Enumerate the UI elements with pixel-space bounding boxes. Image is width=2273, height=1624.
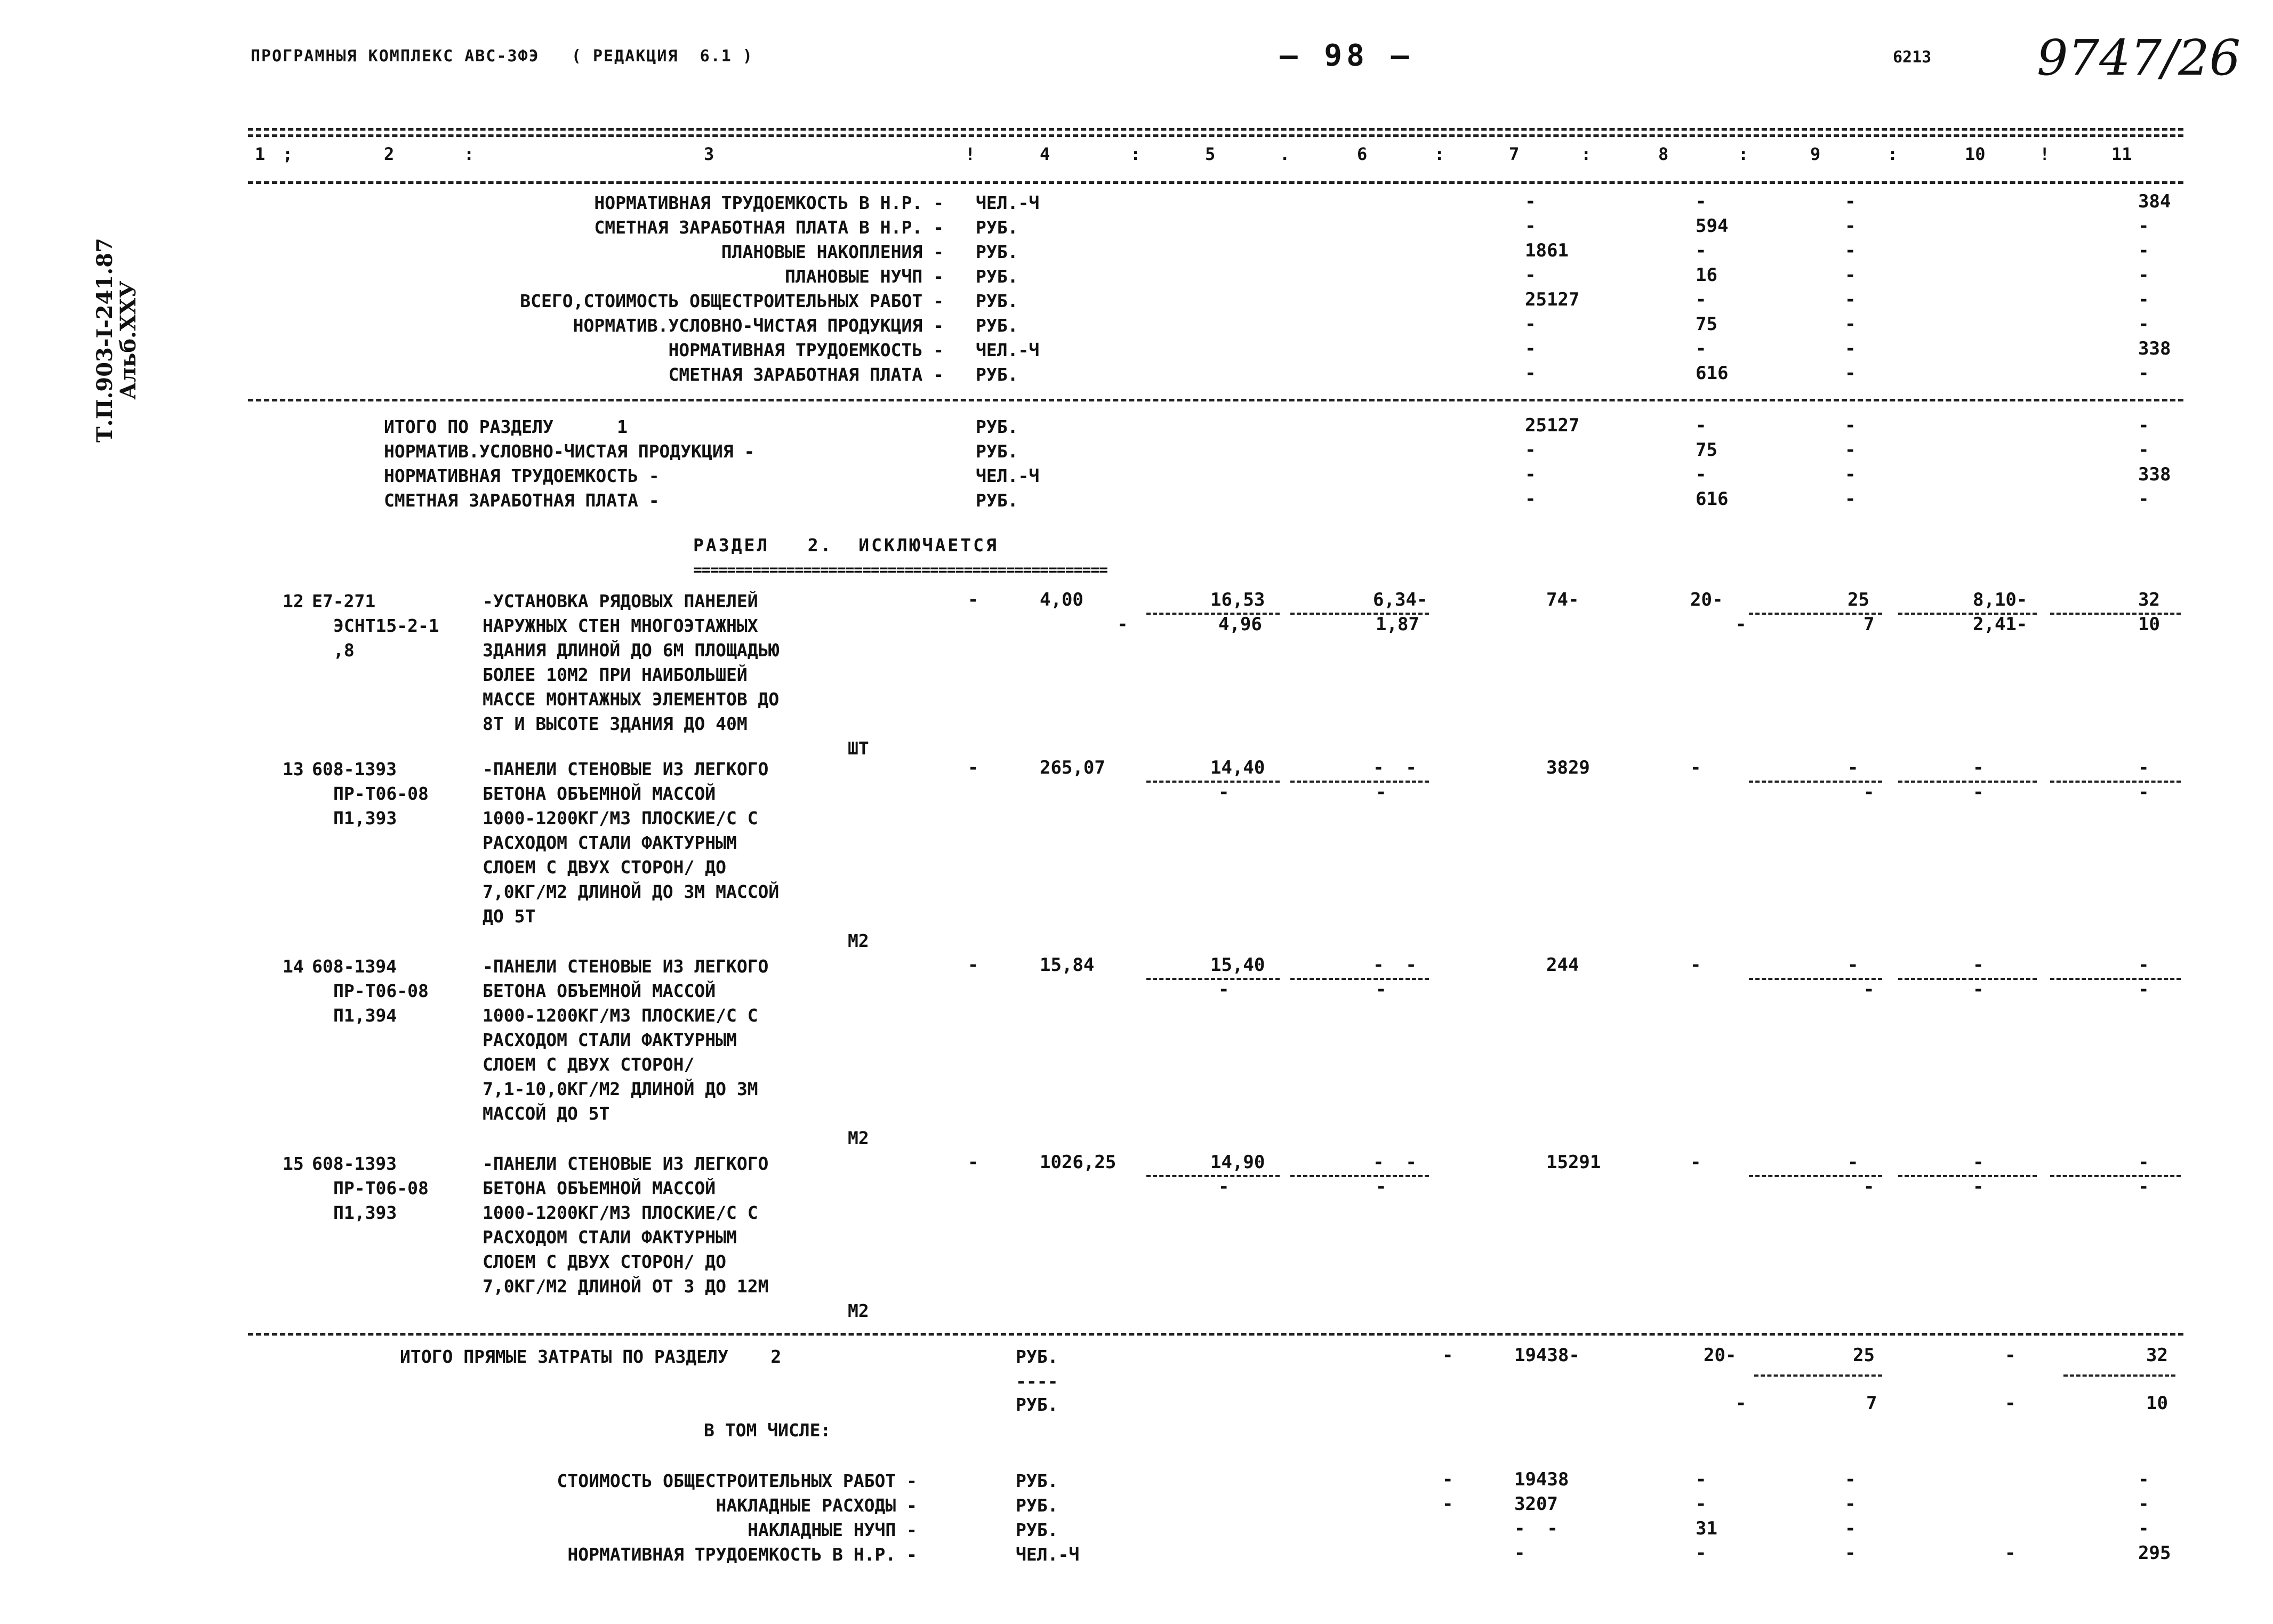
underline	[1146, 781, 1280, 783]
summary-label: СМЕТНАЯ ЗАРАБОТНАЯ ПЛАТА В Н.Р. -	[594, 217, 944, 238]
col-sep: :	[1581, 144, 1592, 164]
col-sep: :	[1888, 144, 1898, 164]
item-description: МАССОЙ ДО 5Т	[483, 1103, 610, 1124]
cell-col-10: -	[1973, 954, 1984, 976]
cell-col-9-b: 7	[1864, 614, 1875, 635]
item-code: 608-1394	[312, 956, 397, 977]
total-c6: -	[1442, 1345, 1453, 1366]
cell-col-8: -	[1696, 1542, 1707, 1564]
underline	[1749, 978, 1882, 980]
cell-col-10-b: -	[1973, 782, 1984, 803]
cell-col-7: -	[1525, 488, 1536, 510]
rule-cols	[248, 181, 2183, 184]
cell-col-9-b: -	[1864, 782, 1875, 803]
cell-col-9: -	[1845, 1518, 1856, 1539]
cell-col-7: 3207	[1514, 1493, 1558, 1515]
col-sep: :	[464, 144, 475, 164]
underline	[1898, 781, 2037, 783]
cell-col-9: -	[1845, 191, 1856, 212]
cell-col-10-b: -	[1973, 979, 1984, 1000]
cell-col-7: 1861	[1525, 240, 1569, 261]
underline	[2063, 1374, 2175, 1377]
col-sep: :	[1738, 144, 1749, 164]
cell-col-9: -	[1845, 289, 1856, 310]
cell-col-9: -	[1848, 757, 1859, 778]
cell-col-10-b: -	[1973, 1176, 1984, 1197]
cell-col-10: 8,10-	[1973, 589, 2028, 610]
total-c8: 20-	[1704, 1345, 1737, 1366]
cell-col-11: 338	[2138, 464, 2171, 485]
unit-cell: РУБ.	[976, 217, 1018, 238]
cell-col-11: -	[2138, 215, 2149, 237]
total-c11b: 10	[2146, 1393, 2168, 1414]
item-number: 15	[283, 1153, 304, 1174]
cell-col-8: 616	[1696, 363, 1729, 384]
cell-col-6: - -	[1373, 1152, 1417, 1173]
item-description: 7,1-10,0КГ/М2 ДЛИНОЙ ДО 3М	[483, 1079, 758, 1099]
summary-label: НОРМАТИВНАЯ ТРУДОЕМКОСТЬ -	[384, 465, 660, 486]
col-11: 11	[2111, 144, 2132, 164]
underline	[1754, 1374, 1882, 1377]
document-code: 6213	[1893, 48, 1932, 67]
cell-col-9-b: -	[1864, 1176, 1875, 1197]
col-sep: .	[1280, 144, 1290, 164]
cell-col-7: -	[1514, 1542, 1525, 1564]
total-c10b: -	[2005, 1393, 2016, 1414]
cell-col-8: 75	[1696, 313, 1717, 335]
cell-col-9: -	[1845, 464, 1856, 485]
cell-col-5: 15,40	[1210, 954, 1265, 976]
unit-cell: РУБ.	[976, 266, 1018, 287]
cell-col-7: -	[1525, 191, 1536, 212]
cell-col-4: 265,07	[1040, 757, 1105, 778]
cell-col-11: -	[2138, 439, 2149, 461]
underline	[1898, 1175, 2037, 1177]
item-code: Е7-271	[312, 591, 376, 612]
item-description: РАСХОДОМ СТАЛИ ФАКТУРНЫМ	[483, 1227, 737, 1248]
underline	[1749, 781, 1882, 783]
item-description: 7,0КГ/М2 ДЛИНОЙ ДО 3М МАССОЙ	[483, 881, 780, 902]
unit-cell: РУБ.	[976, 242, 1018, 262]
cell-col-9-b: -	[1864, 979, 1875, 1000]
item-description: БЕТОНА ОБЪЕМНОЙ МАССОЙ	[483, 1178, 716, 1199]
cell-col-8: 31	[1696, 1518, 1717, 1539]
cell-col-6: -	[1442, 1469, 1453, 1490]
item-description: -ПАНЕЛИ СТЕНОВЫЕ ИЗ ЛЕГКОГО	[483, 1153, 769, 1174]
cell-col-6: 6,34-	[1373, 589, 1428, 610]
item-code: П1,393	[333, 808, 397, 829]
underline	[1749, 613, 1882, 615]
cell-col-8: -	[1690, 954, 1701, 976]
cell-col-6-b: 1,87	[1376, 614, 1419, 635]
unit-cell: ЧЕЛ.-Ч	[1016, 1544, 1080, 1565]
cell-col-6-b: -	[1376, 782, 1387, 803]
item-code: ,8	[333, 640, 355, 661]
cell-col-8: 616	[1696, 488, 1729, 510]
cell-col-8: -	[1696, 191, 1707, 212]
summary-label: СТОИМОСТЬ ОБЩЕСТРОИТЕЛЬНЫХ РАБОТ -	[557, 1470, 917, 1491]
cell-col-11-b: -	[2138, 1176, 2149, 1197]
col-9: 9	[1810, 144, 1821, 164]
cell-col-7: -	[1525, 338, 1536, 359]
item-description: МАССЕ МОНТАЖНЫХ ЭЛЕМЕНТОВ ДО	[483, 689, 780, 710]
cell-col-7: -	[1525, 464, 1536, 485]
cell-col-8: 594	[1696, 215, 1729, 237]
cell-col-6-b: -	[1376, 979, 1387, 1000]
item-description: ДО 5Т	[483, 906, 536, 927]
item-number: 12	[283, 591, 304, 612]
item-description: ЗДАНИЯ ДЛИНОЙ ДО 6М ПЛОЩАДЬЮ	[483, 640, 780, 661]
item-unit: М2	[848, 1128, 869, 1148]
col-10: 10	[1965, 144, 1986, 164]
cell-col-9: -	[1845, 313, 1856, 335]
summary-label: НОРМАТИВНАЯ ТРУДОЕМКОСТЬ -	[668, 340, 944, 360]
cell-col-7: 244	[1546, 954, 1579, 976]
cell-col-5: 16,53	[1210, 589, 1265, 610]
rule-block1	[248, 399, 2183, 401]
item-code: П1,394	[333, 1005, 397, 1026]
cell-col-11: 338	[2138, 338, 2171, 359]
cell-col-9: -	[1845, 439, 1856, 461]
item-description: 1000-1200КГ/М3 ПЛОСКИЕ/С С	[483, 808, 758, 829]
cell-col-8: -	[1690, 1152, 1701, 1173]
cell-col-8: -	[1696, 338, 1707, 359]
cell-col-6: -	[1442, 1493, 1453, 1515]
cell-col-8: -	[1696, 415, 1707, 436]
side-label: Т.П.903-I-241.87 Альб.XXУ	[92, 238, 141, 443]
cell-col-9: -	[1848, 1152, 1859, 1173]
underline	[2050, 978, 2181, 980]
cell-col-9: -	[1845, 1542, 1856, 1564]
cell-col-4-dash: -	[968, 954, 979, 976]
col-2: 2	[384, 144, 395, 164]
cell-col-11: -	[2138, 757, 2149, 778]
unit-cell: РУБ.	[976, 441, 1018, 462]
cell-col-11-b: 10	[2138, 614, 2160, 635]
cell-col-5-b: -	[1218, 979, 1230, 1000]
item-description: РАСХОДОМ СТАЛИ ФАКТУРНЫМ	[483, 832, 737, 853]
cell-col-7: 74-	[1546, 589, 1579, 610]
cell-col-10: -	[1973, 1152, 1984, 1173]
cell-col-5-b: 4,96	[1218, 614, 1262, 635]
col-7: 7	[1509, 144, 1520, 164]
cell-col-9: -	[1845, 215, 1856, 237]
cell-col-11: -	[2138, 1518, 2149, 1539]
total-c10: -	[2005, 1345, 2016, 1366]
cell-col-7: -	[1525, 215, 1536, 237]
cell-col-4: 1026,25	[1040, 1152, 1117, 1173]
underline	[1290, 978, 1429, 980]
total-unit-2: РУБ.	[1016, 1394, 1058, 1415]
cell-col-7: 25127	[1525, 415, 1580, 436]
program-title: ПРОГРАМНЫЯ КОМПЛЕКС АВС-3ФЭ ( РЕДАКЦИЯ 6.1 )	[251, 47, 753, 66]
summary-label: ВСЕГО,СТОИМОСТЬ ОБЩЕСТРОИТЕЛЬНЫХ РАБОТ -	[520, 291, 944, 311]
cell-col-11: 295	[2138, 1542, 2171, 1564]
col-1: 1	[255, 144, 266, 164]
underline	[2050, 781, 2181, 783]
cell-col-9: -	[1845, 240, 1856, 261]
item-code: П1,393	[333, 1202, 397, 1223]
cell-col-11: -	[2138, 954, 2149, 976]
cell-col-4-dash: -	[968, 1152, 979, 1173]
total-c7: 19438-	[1514, 1345, 1580, 1366]
cell-col-7: 19438	[1514, 1469, 1569, 1490]
cell-col-11: -	[2138, 264, 2149, 286]
cell-col-10: -	[2005, 1542, 2016, 1564]
underline	[1290, 781, 1429, 783]
item-description: 7,0КГ/М2 ДЛИНОЙ ОТ 3 ДО 12М	[483, 1276, 769, 1297]
item-code: ПР-Т06-08	[333, 1178, 429, 1199]
col-6: 6	[1357, 144, 1368, 164]
item-description: -ПАНЕЛИ СТЕНОВЫЕ ИЗ ЛЕГКОГО	[483, 759, 769, 779]
col-8: 8	[1658, 144, 1669, 164]
rule-total	[248, 1333, 2183, 1336]
cell-col-11-b: -	[2138, 979, 2149, 1000]
cell-col-10-b: 2,41-	[1973, 614, 2028, 635]
summary-label: СМЕТНАЯ ЗАРАБОТНАЯ ПЛАТА -	[384, 490, 660, 511]
cell-col-6-b: -	[1376, 1176, 1387, 1197]
unit-cell: РУБ.	[1016, 1495, 1058, 1516]
item-code: ПР-Т06-08	[333, 980, 429, 1001]
cell-col-9: -	[1848, 954, 1859, 976]
including-label: В ТОМ ЧИСЛЕ:	[704, 1420, 831, 1441]
cell-col-7: 3829	[1546, 757, 1590, 778]
cell-col-4: 15,84	[1040, 954, 1095, 976]
cell-col-7: - -	[1514, 1518, 1558, 1539]
cell-col-9: -	[1845, 264, 1856, 286]
cell-col-11: -	[2138, 363, 2149, 384]
underline	[1146, 978, 1280, 980]
rule-top	[248, 128, 2183, 131]
unit-cell: ЧЕЛ.-Ч	[976, 340, 1040, 360]
cell-col-4-dash: -	[968, 757, 979, 778]
cell-col-7: -	[1525, 313, 1536, 335]
section-title: РАЗДЕЛ 2. ИСКЛЮЧАЕТСЯ	[693, 535, 999, 556]
unit-cell: РУБ.	[976, 364, 1018, 385]
cell-col-4-b: -	[1117, 614, 1128, 635]
page-number: — 98 —	[1280, 38, 1413, 73]
cell-col-10: -	[1973, 757, 1984, 778]
cell-col-5: 14,40	[1210, 757, 1265, 778]
item-description: -ПАНЕЛИ СТЕНОВЫЕ ИЗ ЛЕГКОГО	[483, 956, 769, 977]
cell-col-11: -	[2138, 289, 2149, 310]
cell-col-8: -	[1696, 1493, 1707, 1515]
unit-cell: РУБ.	[976, 315, 1018, 336]
cell-col-11: -	[2138, 488, 2149, 510]
item-code: ПР-Т06-08	[333, 783, 429, 804]
item-unit: М2	[848, 1300, 869, 1321]
col-3: 3	[704, 144, 714, 164]
item-code: 608-1393	[312, 1153, 397, 1174]
underline	[1290, 1175, 1429, 1177]
cell-col-8: -	[1696, 289, 1707, 310]
cell-col-11: -	[2138, 415, 2149, 436]
cell-col-7: -	[1525, 264, 1536, 286]
item-description: НАРУЖНЫХ СТЕН МНОГОЭТАЖНЫХ	[483, 615, 758, 636]
summary-label: ИТОГО ПО РАЗДЕЛУ 1	[384, 416, 628, 437]
cell-col-7: 15291	[1546, 1152, 1601, 1173]
summary-label: ПЛАНОВЫЕ НАКОПЛЕНИЯ -	[721, 242, 944, 262]
col-4: 4	[1040, 144, 1050, 164]
cell-col-5-b: -	[1218, 1176, 1230, 1197]
total-label: ИТОГО ПРЯМЫЕ ЗАТРАТЫ ПО РАЗДЕЛУ 2	[400, 1346, 782, 1367]
col-sep: :	[1130, 144, 1141, 164]
total-c9b: 7	[1866, 1393, 1877, 1414]
cell-col-9: -	[1845, 338, 1856, 359]
col-sep: :	[1434, 144, 1445, 164]
summary-label: НОРМАТИВ.УСЛОВНО-ЧИСТАЯ ПРОДУКЦИЯ -	[573, 315, 944, 336]
unit-cell: РУБ.	[976, 490, 1018, 511]
item-description: СЛОЕМ С ДВУХ СТОРОН/ ДО	[483, 857, 726, 878]
cell-col-11: -	[2138, 1152, 2149, 1173]
col-sep: !	[2039, 144, 2050, 164]
unit-cell: РУБ.	[976, 291, 1018, 311]
total-c9: 25	[1853, 1345, 1875, 1366]
summary-label: СМЕТНАЯ ЗАРАБОТНАЯ ПЛАТА -	[668, 364, 944, 385]
item-description: СЛОЕМ С ДВУХ СТОРОН/ ДО	[483, 1251, 726, 1272]
cell-col-8: -	[1690, 757, 1701, 778]
cell-col-11: 384	[2138, 191, 2171, 212]
unit-cell: ЧЕЛ.-Ч	[976, 465, 1040, 486]
total-c8b: -	[1736, 1393, 1747, 1414]
cell-col-8: -	[1696, 1469, 1707, 1490]
cell-col-8: 75	[1696, 439, 1717, 461]
cell-col-5-b: -	[1218, 782, 1230, 803]
cell-col-7: 25127	[1525, 289, 1580, 310]
cell-col-5: 14,90	[1210, 1152, 1265, 1173]
total-unit: РУБ.	[1016, 1346, 1058, 1367]
item-code: ЭСНТ15-2-1	[333, 615, 439, 636]
item-description: СЛОЕМ С ДВУХ СТОРОН/	[483, 1054, 695, 1075]
cell-col-11: -	[2138, 1493, 2149, 1515]
summary-label: НОРМАТИВ.УСЛОВНО-ЧИСТАЯ ПРОДУКЦИЯ -	[384, 441, 755, 462]
item-number: 13	[283, 759, 304, 779]
cell-col-7: -	[1525, 363, 1536, 384]
cell-col-6: - -	[1373, 954, 1417, 976]
underline	[1146, 1175, 1280, 1177]
unit-cell: РУБ.	[1016, 1520, 1058, 1540]
cell-col-8-b: -	[1736, 614, 1747, 635]
item-description: БЕТОНА ОБЪЕМНОЙ МАССОЙ	[483, 783, 716, 804]
item-code: 608-1393	[312, 759, 397, 779]
summary-label: ПЛАНОВЫЕ НУЧП -	[784, 266, 944, 287]
item-unit: М2	[848, 930, 869, 951]
cell-col-9: 25	[1848, 589, 1869, 610]
item-description: 8Т И ВЫСОТЕ ЗДАНИЯ ДО 40М	[483, 713, 748, 734]
cell-col-9: -	[1845, 363, 1856, 384]
cell-col-11: -	[2138, 313, 2149, 335]
cell-col-6: - -	[1373, 757, 1417, 778]
cell-col-9: -	[1845, 1493, 1856, 1515]
col-5: 5	[1205, 144, 1216, 164]
underline	[2050, 1175, 2181, 1177]
item-description: РАСХОДОМ СТАЛИ ФАКТУРНЫМ	[483, 1030, 737, 1050]
underline	[2050, 613, 2181, 615]
underline	[1898, 978, 2037, 980]
item-description: БЕТОНА ОБЪЕМНОЙ МАССОЙ	[483, 980, 716, 1001]
item-description: БОЛЕЕ 10М2 ПРИ НАИБОЛЬШЕЙ	[483, 664, 748, 685]
cell-col-8: 20-	[1690, 589, 1723, 610]
item-unit: ШТ	[848, 738, 869, 759]
total-unit-rule: ----	[1016, 1371, 1058, 1392]
cell-col-4-dash: -	[968, 589, 979, 610]
cell-col-7: -	[1525, 439, 1536, 461]
item-description: 1000-1200КГ/М3 ПЛОСКИЕ/С С	[483, 1202, 758, 1223]
cell-col-9: -	[1845, 1469, 1856, 1490]
summary-label: НАКЛАДНЫЕ РАСХОДЫ -	[716, 1495, 917, 1516]
cell-col-11-b: -	[2138, 782, 2149, 803]
total-c11: 32	[2146, 1345, 2168, 1366]
item-description: -УСТАНОВКА РЯДОВЫХ ПАНЕЛЕЙ	[483, 591, 758, 612]
item-description: 1000-1200КГ/М3 ПЛОСКИЕ/С С	[483, 1005, 758, 1026]
section-rule: =================================================	[693, 561, 1108, 578]
unit-cell: РУБ.	[1016, 1470, 1058, 1491]
item-number: 14	[283, 956, 304, 977]
cell-col-9: -	[1845, 415, 1856, 436]
summary-label: НАКЛАДНЫЕ НУЧП -	[748, 1520, 917, 1540]
unit-cell: ЧЕЛ.-Ч	[976, 192, 1040, 213]
underline	[1749, 1175, 1882, 1177]
summary-label: НОРМАТИВНАЯ ТРУДОЕМКОСТЬ В Н.Р. -	[567, 1544, 917, 1565]
cell-col-11: 32	[2138, 589, 2160, 610]
handwritten-number: 9747/26	[2037, 29, 2241, 86]
unit-cell: РУБ.	[976, 416, 1018, 437]
cell-col-8: -	[1696, 464, 1707, 485]
col-sep: ;	[283, 144, 293, 164]
col-sep: !	[965, 144, 976, 164]
rule-top-2	[248, 134, 2183, 137]
cell-col-8: -	[1696, 240, 1707, 261]
summary-label: НОРМАТИВНАЯ ТРУДОЕМКОСТЬ В Н.Р. -	[594, 192, 944, 213]
cell-col-8: 16	[1696, 264, 1717, 286]
cell-col-9: -	[1845, 488, 1856, 510]
cell-col-4: 4,00	[1040, 589, 1083, 610]
cell-col-11: -	[2138, 1469, 2149, 1490]
cell-col-11: -	[2138, 240, 2149, 261]
